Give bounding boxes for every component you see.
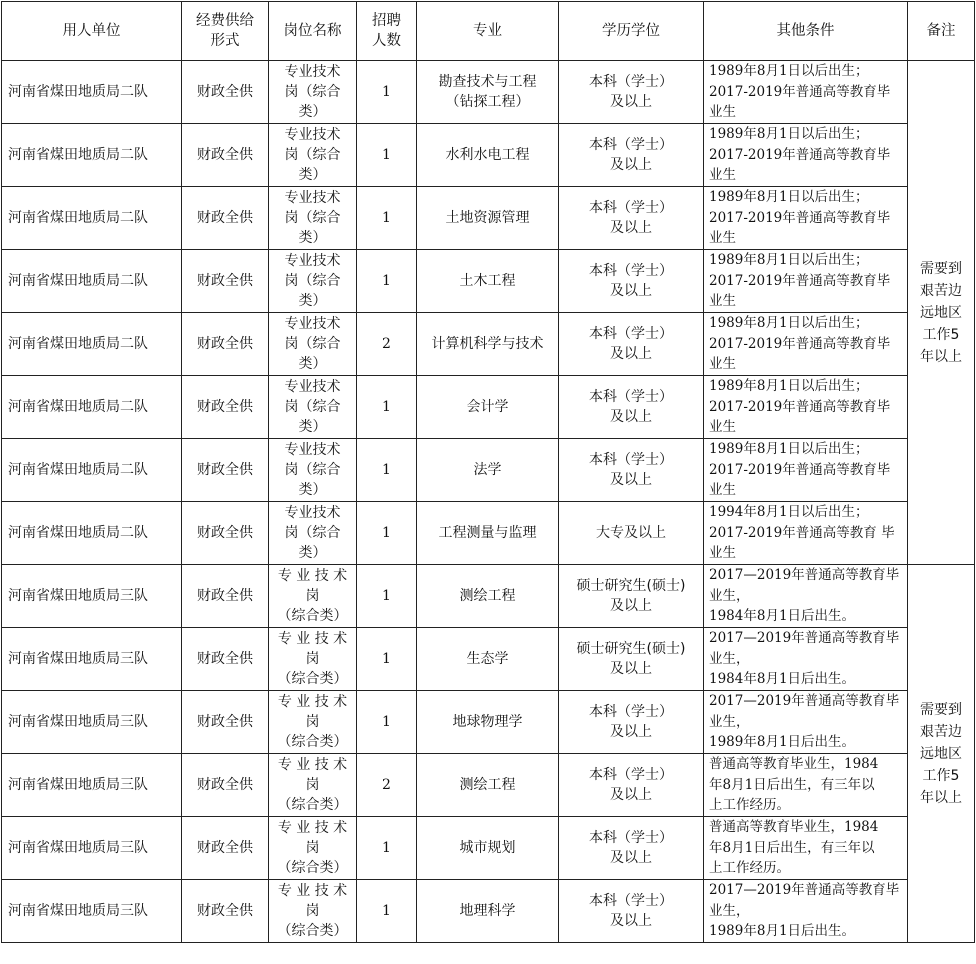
major-cell: 生态学 xyxy=(417,628,559,691)
employer-cell: 河南省煤田地质局二队 xyxy=(2,250,182,313)
education-cell: 硕士研究生(硕士) 及以上 xyxy=(559,565,704,628)
count-cell: 1 xyxy=(357,61,417,124)
count-cell: 1 xyxy=(357,124,417,187)
header-post: 岗位名称 xyxy=(269,2,357,61)
conditions-cell: 1989年8月1日以后出生； 2017-2019年普通高等教育毕 业生 xyxy=(704,439,908,502)
employer-cell: 河南省煤田地质局三队 xyxy=(2,880,182,943)
count-cell: 1 xyxy=(357,376,417,439)
funding-cell: 财政全供 xyxy=(182,313,269,376)
major-cell: 地球物理学 xyxy=(417,691,559,754)
education-cell: 本科（学士） 及以上 xyxy=(559,754,704,817)
post-cell: 专业技术 岗（综合 类） xyxy=(269,376,357,439)
count-cell: 1 xyxy=(357,187,417,250)
funding-cell: 财政全供 xyxy=(182,250,269,313)
conditions-cell: 2017—2019年普通高等教育毕 业生， 1984年8月1日后出生。 xyxy=(704,565,908,628)
funding-cell: 财政全供 xyxy=(182,61,269,124)
employer-cell: 河南省煤田地质局二队 xyxy=(2,439,182,502)
funding-cell: 财政全供 xyxy=(182,691,269,754)
count-cell: 1 xyxy=(357,565,417,628)
funding-cell: 财政全供 xyxy=(182,565,269,628)
remark-cell: 需要到 艰苦边 远地区 工作5 年以上 xyxy=(908,565,975,943)
employer-cell: 河南省煤田地质局三队 xyxy=(2,628,182,691)
education-cell: 硕士研究生(硕士) 及以上 xyxy=(559,628,704,691)
major-cell: 地理科学 xyxy=(417,880,559,943)
post-cell: 专业技术 岗（综合 类） xyxy=(269,502,357,565)
funding-cell: 财政全供 xyxy=(182,817,269,880)
major-cell: 计算机科学与技术 xyxy=(417,313,559,376)
count-cell: 1 xyxy=(357,817,417,880)
conditions-cell: 1989年8月1日以后出生； 2017-2019年普通高等教育毕 业生 xyxy=(704,250,908,313)
post-cell: 专业技术 岗（综合 类） xyxy=(269,313,357,376)
recruitment-table xyxy=(1,1,975,943)
header-conditions: 其他条件 xyxy=(704,2,908,61)
employer-cell: 河南省煤田地质局二队 xyxy=(2,61,182,124)
table-row xyxy=(2,754,975,817)
header-major: 专业 xyxy=(417,2,559,61)
funding-cell: 财政全供 xyxy=(182,439,269,502)
education-cell: 本科（学士） 及以上 xyxy=(559,376,704,439)
major-cell: 土木工程 xyxy=(417,250,559,313)
funding-cell: 财政全供 xyxy=(182,880,269,943)
post-cell: 专 业 技 术 岗 （综合类） xyxy=(269,628,357,691)
post-cell: 专业技术 岗（综合 类） xyxy=(269,124,357,187)
table-row xyxy=(2,628,975,691)
conditions-cell: 2017—2019年普通高等教育毕 业生， 1989年8月1日后出生。 xyxy=(704,880,908,943)
employer-cell: 河南省煤田地质局三队 xyxy=(2,565,182,628)
post-cell: 专业技术 岗（综合 类） xyxy=(269,250,357,313)
table-row xyxy=(2,61,975,124)
header-count: 招聘 人数 xyxy=(357,2,417,61)
conditions-cell: 1989年8月1日以后出生； 2017-2019年普通高等教育毕 业生 xyxy=(704,61,908,124)
funding-cell: 财政全供 xyxy=(182,376,269,439)
count-cell: 1 xyxy=(357,502,417,565)
count-cell: 1 xyxy=(357,250,417,313)
employer-cell: 河南省煤田地质局三队 xyxy=(2,817,182,880)
table-row xyxy=(2,376,975,439)
count-cell: 1 xyxy=(357,880,417,943)
education-cell: 本科（学士） 及以上 xyxy=(559,124,704,187)
conditions-cell: 2017—2019年普通高等教育毕 业生， 1984年8月1日后出生。 xyxy=(704,628,908,691)
major-cell: 工程测量与监理 xyxy=(417,502,559,565)
conditions-cell: 1989年8月1日以后出生； 2017-2019年普通高等教育毕 业生 xyxy=(704,124,908,187)
major-cell: 测绘工程 xyxy=(417,754,559,817)
funding-cell: 财政全供 xyxy=(182,502,269,565)
funding-cell: 财政全供 xyxy=(182,628,269,691)
education-cell: 本科（学士） 及以上 xyxy=(559,817,704,880)
conditions-cell: 普通高等教育毕业生，1984 年8月1日后出生，有三年以 上工作经历。 xyxy=(704,754,908,817)
table-row xyxy=(2,502,975,565)
employer-cell: 河南省煤田地质局二队 xyxy=(2,502,182,565)
post-cell: 专 业 技 术 岗 （综合类） xyxy=(269,565,357,628)
count-cell: 1 xyxy=(357,628,417,691)
conditions-cell: 1989年8月1日以后出生； 2017-2019年普通高等教育毕 业生 xyxy=(704,313,908,376)
employer-cell: 河南省煤田地质局三队 xyxy=(2,754,182,817)
table-row xyxy=(2,250,975,313)
funding-cell: 财政全供 xyxy=(182,187,269,250)
education-cell: 本科（学士） 及以上 xyxy=(559,187,704,250)
major-cell: 水利水电工程 xyxy=(417,124,559,187)
employer-cell: 河南省煤田地质局二队 xyxy=(2,313,182,376)
post-cell: 专 业 技 术 岗 （综合类） xyxy=(269,880,357,943)
funding-cell: 财政全供 xyxy=(182,754,269,817)
header-remarks: 备注 xyxy=(908,2,975,61)
major-cell: 法学 xyxy=(417,439,559,502)
post-cell: 专业技术 岗（综合 类） xyxy=(269,187,357,250)
count-cell: 1 xyxy=(357,439,417,502)
employer-cell: 河南省煤田地质局二队 xyxy=(2,124,182,187)
post-cell: 专 业 技 术 岗 （综合类） xyxy=(269,691,357,754)
post-cell: 专 业 技 术 岗 （综合类） xyxy=(269,817,357,880)
conditions-cell: 1989年8月1日以后出生； 2017-2019年普通高等教育毕 业生 xyxy=(704,187,908,250)
post-cell: 专 业 技 术 岗 （综合类） xyxy=(269,754,357,817)
table-row xyxy=(2,313,975,376)
table-row xyxy=(2,880,975,943)
major-cell: 土地资源管理 xyxy=(417,187,559,250)
major-cell: 测绘工程 xyxy=(417,565,559,628)
remark-cell: 需要到 艰苦边 远地区 工作5 年以上 xyxy=(908,61,975,565)
count-cell: 2 xyxy=(357,313,417,376)
header-row xyxy=(2,2,975,61)
table-row xyxy=(2,439,975,502)
header-employer: 用人单位 xyxy=(2,2,182,61)
education-cell: 本科（学士） 及以上 xyxy=(559,439,704,502)
count-cell: 1 xyxy=(357,691,417,754)
funding-cell: 财政全供 xyxy=(182,124,269,187)
conditions-cell: 1989年8月1日以后出生； 2017-2019年普通高等教育毕 业生 xyxy=(704,376,908,439)
table-row xyxy=(2,565,975,628)
conditions-cell: 2017—2019年普通高等教育毕 业生， 1989年8月1日后出生。 xyxy=(704,691,908,754)
post-cell: 专业技术 岗（综合 类） xyxy=(269,439,357,502)
table-row xyxy=(2,124,975,187)
education-cell: 本科（学士） 及以上 xyxy=(559,250,704,313)
major-cell: 勘查技术与工程 （钻探工程） xyxy=(417,61,559,124)
conditions-cell: 1994年8月1日以后出生； 2017-2019年普通高等教育 毕 业生 xyxy=(704,502,908,565)
table-row xyxy=(2,817,975,880)
table-row xyxy=(2,187,975,250)
education-cell: 本科（学士） 及以上 xyxy=(559,880,704,943)
employer-cell: 河南省煤田地质局二队 xyxy=(2,187,182,250)
major-cell: 城市规划 xyxy=(417,817,559,880)
post-cell: 专业技术 岗（综合 类） xyxy=(269,61,357,124)
education-cell: 本科（学士） 及以上 xyxy=(559,313,704,376)
employer-cell: 河南省煤田地质局三队 xyxy=(2,691,182,754)
education-cell: 大专及以上 xyxy=(559,502,704,565)
education-cell: 本科（学士） 及以上 xyxy=(559,61,704,124)
header-funding: 经费供给 形式 xyxy=(182,2,269,61)
conditions-cell: 普通高等教育毕业生，1984 年8月1日后出生，有三年以 上工作经历。 xyxy=(704,817,908,880)
major-cell: 会计学 xyxy=(417,376,559,439)
employer-cell: 河南省煤田地质局二队 xyxy=(2,376,182,439)
header-education: 学历学位 xyxy=(559,2,704,61)
education-cell: 本科（学士） 及以上 xyxy=(559,691,704,754)
table-row xyxy=(2,691,975,754)
count-cell: 2 xyxy=(357,754,417,817)
